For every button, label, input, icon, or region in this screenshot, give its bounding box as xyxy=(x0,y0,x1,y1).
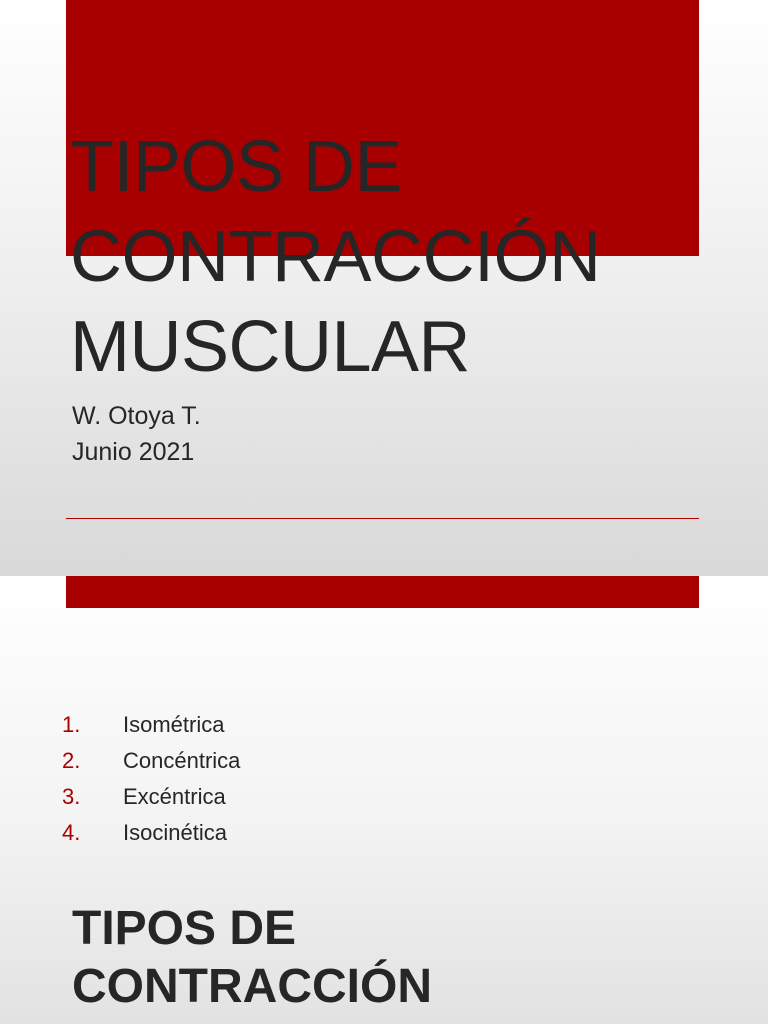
list-item-label: Excéntrica xyxy=(123,784,226,809)
slide-title xyxy=(70,122,601,392)
author: W. Otoya T. xyxy=(72,402,201,430)
list-item-number: 4. xyxy=(62,820,81,845)
list-item-label: Concéntrica xyxy=(123,748,241,773)
slide-title-line: CONTRACCIÓN xyxy=(72,960,432,1013)
date: Junio 2021 xyxy=(72,438,195,466)
list-item-number: 3. xyxy=(62,784,81,809)
divider-line xyxy=(66,518,699,519)
list-item-number: 2. xyxy=(62,748,81,773)
slide-title-line: TIPOS DE xyxy=(72,902,297,955)
list-item xyxy=(62,779,240,815)
list-item xyxy=(62,707,240,743)
accent-block xyxy=(66,576,699,608)
list-item-label: Isocinética xyxy=(123,820,227,845)
slide-subtitle xyxy=(72,398,201,470)
slide-title-line: TIPOS DE xyxy=(70,127,403,207)
slide-title xyxy=(72,900,432,1016)
content-slide xyxy=(0,576,768,1024)
contraction-types-list xyxy=(62,707,240,851)
list-item-label: Isométrica xyxy=(123,712,225,737)
list-item xyxy=(62,815,240,851)
list-item-number: 1. xyxy=(62,712,81,737)
slide-title-line: CONTRACCIÓN xyxy=(70,217,601,297)
list-item xyxy=(62,743,240,779)
slide-title-line: MUSCULAR xyxy=(70,307,471,387)
